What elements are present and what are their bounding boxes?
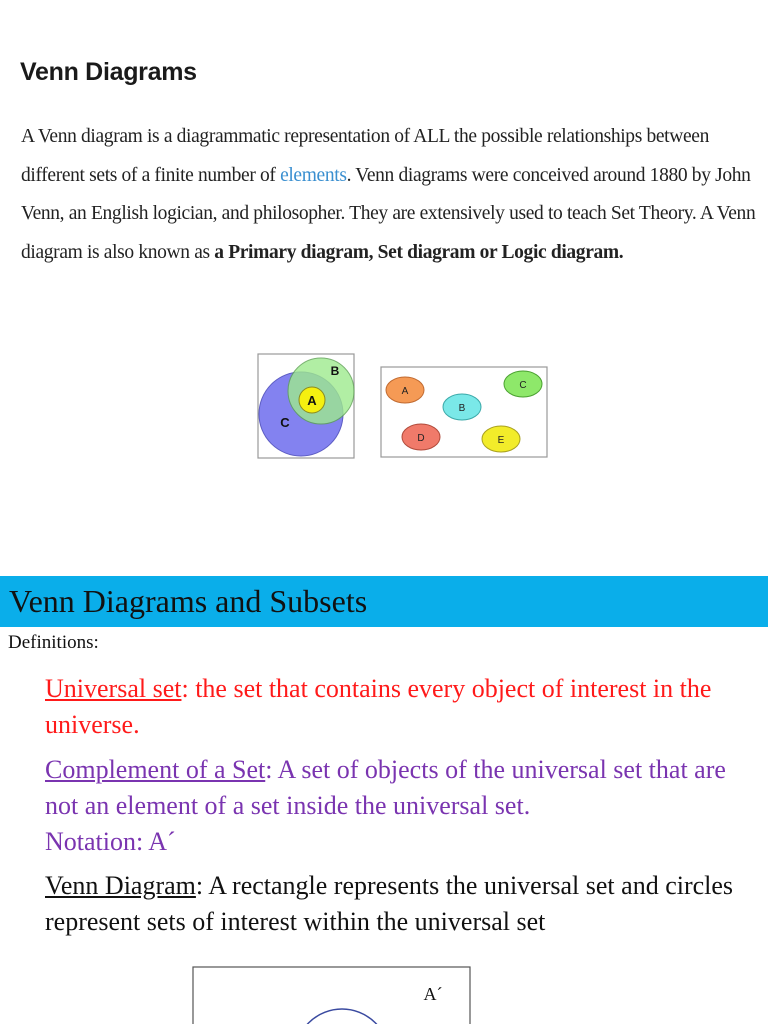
set-b-label: B (330, 364, 340, 378)
complement-label: A´ (423, 984, 443, 1004)
definitions-label: Definitions: (8, 632, 99, 653)
ellipse-a-label: A (401, 386, 409, 397)
term-complement: Complement of a Set (45, 755, 266, 784)
intro-paragraph (21, 118, 763, 272)
ellipse-d-label: D (417, 433, 425, 444)
definition-universal-text: : the set that contains every object of interest in the universe. (45, 674, 712, 739)
ellipse-b-label: B (458, 403, 466, 414)
complement-figure (192, 966, 472, 1024)
venn-figure-disjoint (380, 366, 550, 460)
definition-venn-diagram (45, 868, 760, 940)
term-venn-diagram: Venn Diagram (45, 871, 196, 900)
ellipse-e-label: E (497, 435, 505, 446)
definition-universal-set (45, 671, 760, 743)
set-a-label: A (307, 393, 317, 408)
term-universal-set: Universal set (45, 674, 182, 703)
complement-notation: Notation: A´ (45, 827, 176, 856)
intro-text-1: A Venn diagram is a diagrammatic representation of ALL the possible relationships between different sets of a finite number of (21, 126, 709, 186)
definition-complement (45, 752, 760, 860)
definition-complement-text: : A set of objects of the universal set that are not an element of a set inside the universal set. (45, 755, 726, 820)
definition-venn-text: : A rectangle represents the universal set and circles represent sets of interest within the universal set (45, 871, 734, 936)
elements-link[interactable]: elements (280, 164, 347, 186)
intro-text-2: . Venn diagrams were conceived around 1880 by John Venn, an English logician, and philosopher. They are extensively used to teach Set Theory. A Venn diagram is also known as (21, 164, 756, 263)
section-heading: Venn Diagrams (20, 58, 197, 86)
intro-bold-text: a Primary diagram, Set diagram or Logic diagram. (214, 241, 624, 263)
slide-title: Venn Diagrams and Subsets (9, 583, 368, 619)
venn-figure-overlap (257, 353, 357, 461)
set-c-label: C (280, 415, 290, 430)
ellipse-c-label: C (519, 380, 527, 391)
